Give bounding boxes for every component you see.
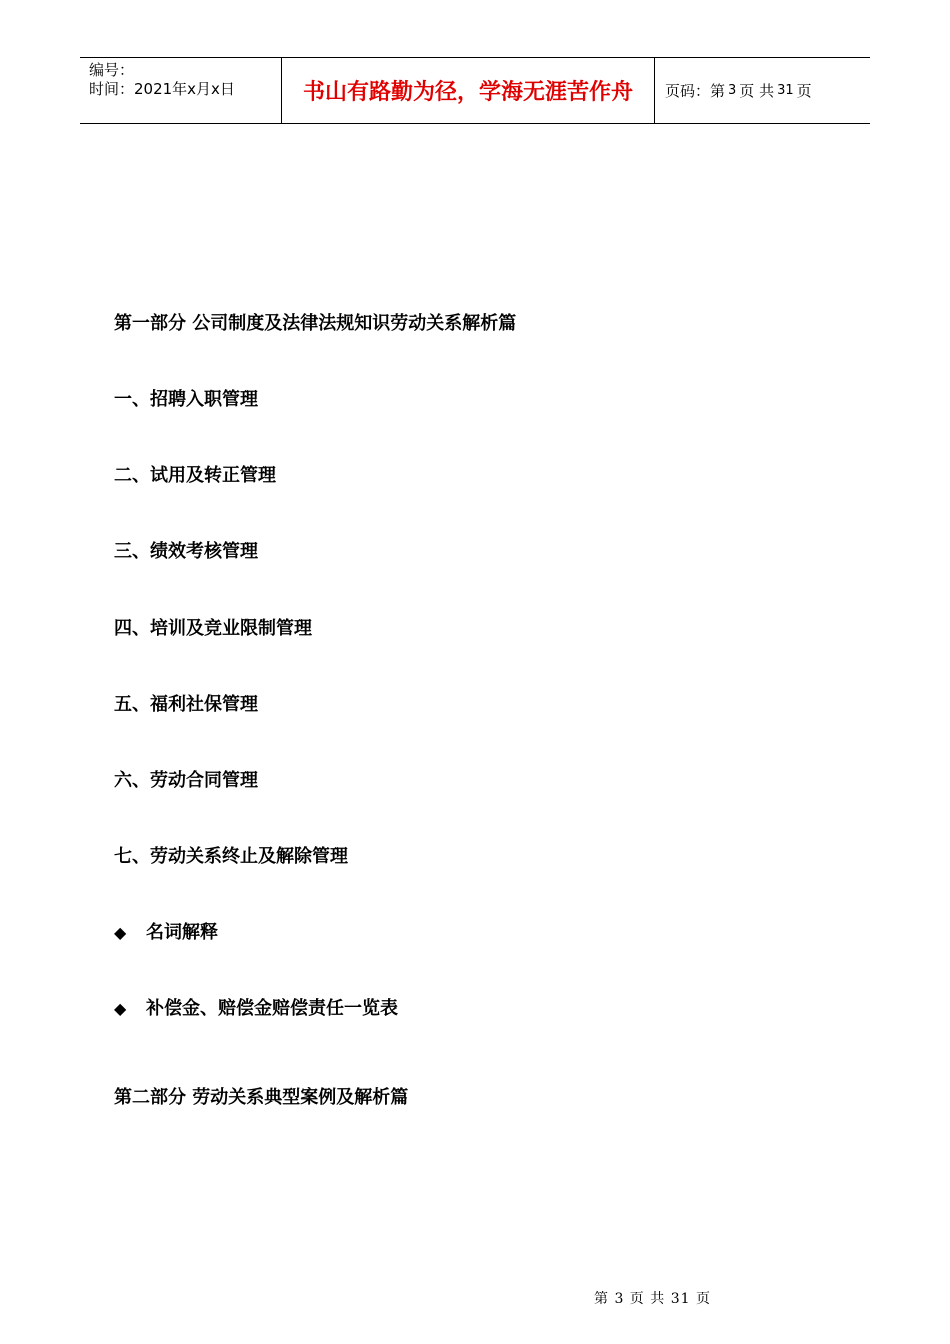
toc-item bbox=[114, 388, 258, 412]
toc-item-label: 二、试用及转正管理 bbox=[114, 465, 276, 486]
toc-item-label: 七、劳动关系终止及解除管理 bbox=[114, 846, 348, 867]
toc-bullet-item bbox=[114, 921, 218, 945]
toc-item-label: 五、福利社保管理 bbox=[114, 694, 258, 715]
toc-item bbox=[114, 617, 312, 641]
toc-part-two-label: 第二部分 劳动关系典型案例及解析篇 bbox=[114, 1087, 409, 1108]
toc-bullet-item bbox=[114, 997, 398, 1021]
diamond-bullet-icon: ◆ bbox=[114, 999, 127, 1018]
time-label: 时间：2021年x月x日 bbox=[89, 80, 235, 98]
toc-item bbox=[114, 769, 258, 793]
header-meta bbox=[80, 58, 280, 123]
toc-item-label: 一、招聘入职管理 bbox=[114, 389, 258, 410]
toc-item-label: 三、绩效考核管理 bbox=[114, 541, 258, 562]
toc-item-label: 补偿金、赔偿金赔偿责任一览表 bbox=[146, 998, 398, 1019]
page-label-prefix: 页码：第 bbox=[665, 82, 726, 100]
toc-item bbox=[114, 845, 348, 869]
header-page-number bbox=[656, 58, 870, 123]
toc-item bbox=[114, 464, 276, 488]
toc-item-label: 六、劳动合同管理 bbox=[114, 770, 258, 791]
page-header bbox=[80, 57, 870, 124]
toc-item bbox=[114, 540, 258, 564]
toc-item bbox=[114, 693, 258, 717]
toc-item-label: 四、培训及竞业限制管理 bbox=[114, 618, 312, 639]
page-label-mid: 页 共 bbox=[739, 82, 775, 100]
header-motto: 书山有路勤为径，学海无涯苦作舟 bbox=[281, 58, 655, 123]
toc-item-label: 名词解释 bbox=[146, 922, 218, 943]
page-current: 3 bbox=[728, 83, 737, 98]
toc-part-one-label: 第一部分 公司制度及法律法规知识劳动关系解析篇 bbox=[114, 313, 517, 334]
toc-part-two bbox=[114, 1086, 408, 1110]
toc-part-one bbox=[114, 312, 516, 336]
diamond-bullet-icon: ◆ bbox=[114, 923, 127, 942]
page-total: 31 bbox=[777, 83, 794, 98]
page-footer: 第 3 页 共 31 页 bbox=[594, 1291, 711, 1307]
number-label: 编号： bbox=[89, 61, 135, 79]
page-label-suffix: 页 bbox=[796, 82, 812, 100]
